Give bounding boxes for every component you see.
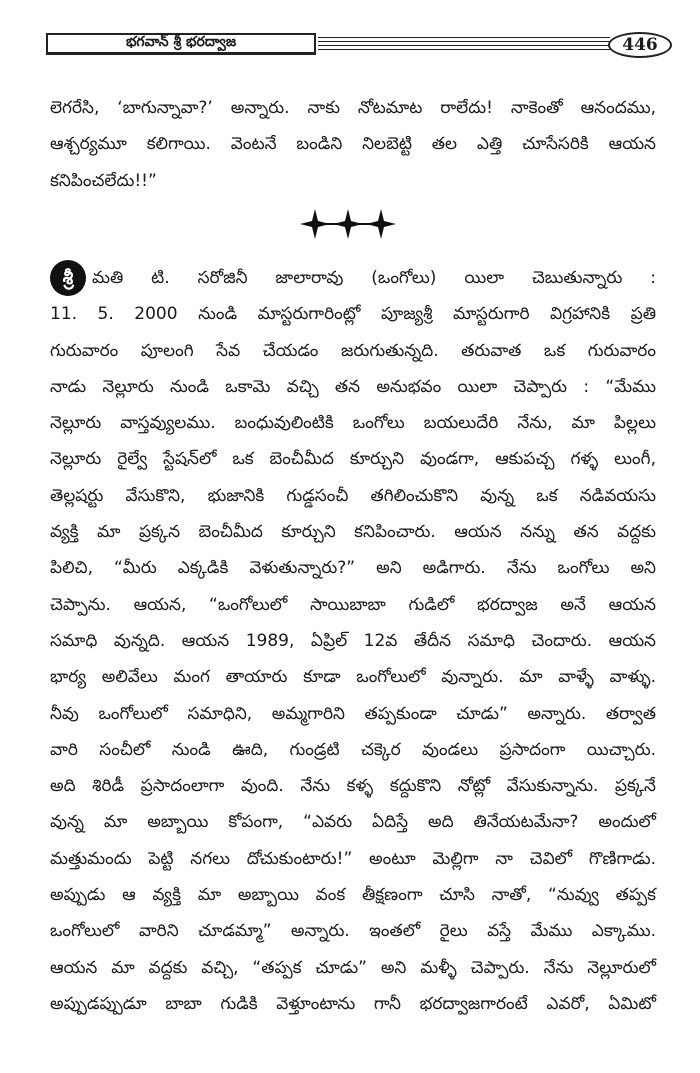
text-line-first xyxy=(50,260,656,296)
text-line: అప్పుడప్పుడూ బాబా గుడికి వెళ్తూంటాను గానీ భరద్వాజగారంటే ఎవరో, ఏమిటో xyxy=(50,993,656,1014)
text-line: అది శిరిడీ ప్రసాదంలాగా వుంది. నేను కళ్ళ కద్దుకొని నోట్లో వేసుకున్నాను. ప్రక్కనే xyxy=(50,776,656,797)
text-line: నెల్లూరు రైల్వే స్టేషన్‌లో ఒక బెంచీమీద కూర్చుని వుండగా, ఆకుపచ్చ గళ్ళ లుంగీ, xyxy=(50,449,656,470)
text-line: 11. 5. 2000 నుండి మాస్టరుగారింట్లో పూజ్యశ్రీ మాస్టరుగారి విగ్రహానికి ప్రతి xyxy=(50,304,656,325)
text-line: నీవు ఒంగోలులో సమాధిని, అమ్మగారిని తప్పకుండా చూడు” అన్నారు. తర్వాత xyxy=(50,703,656,724)
text-line: పిలిచి, “మీరు ఎక్కడికి వెళుతున్నారు?” అని అడిగారు. నేను ఒంగోలు అని xyxy=(50,558,656,579)
text-line: ఒంగోలులో వారిని చూడమ్మా” అన్నారు. ఇంతలో రైలు వస్తే మేము ఎక్కాము. xyxy=(50,921,656,942)
text-line: వున్న మా అబ్బాయి కోపంగా, “ఎవరు ఏదిస్తే అది తినేయటమేనా? అందులో xyxy=(50,812,656,833)
running-title: భగవాన్ శ్రీ భరద్వాజ xyxy=(46,33,316,55)
text-line: అప్పుడు ఆ వ్యక్తి మా అబ్బాయి వంక తీక్షణంగా చూసి నాతో, “నువ్వు తప్పక xyxy=(50,885,656,906)
page-header xyxy=(46,33,678,61)
drop-cap: శ్రీ xyxy=(50,260,86,296)
text-line: మత్తుమందు పెట్టి నగలు దోచుకుంటారు!” అంటూ మెల్లిగా నా చెవిలో గొణిగాడు. xyxy=(50,848,656,869)
text-line: నాడు నెల్లూరు నుండి ఒకామె వచ్చి తన అనుభవం యిలా చెప్పారు : “మేము xyxy=(50,376,656,397)
section-divider-ornament xyxy=(296,208,408,240)
text-line: తెల్లషర్టు వేసుకొని, భుజానికి గుడ్డసంచీ తగిలించుకొని వున్న ఒక నడివయసు xyxy=(50,485,656,506)
text-line: గురువారం పూలంగి సేవ చేయడం జరుగుతున్నది. తరువాత ఒక గురువారం xyxy=(50,340,656,361)
page-number: 446 xyxy=(608,32,672,58)
text-line: ఆయన మా వద్దకు వచ్చి, “తప్పక చూడు” అని మళ్ళీ చెప్పారు. నేను నెల్లూరులో xyxy=(50,957,656,978)
first-line-text: మతి టి. సరోజినీ జాలారావు (ఒంగోలు) యిలా చెబుతున్నారు : xyxy=(92,268,656,288)
text-line: భార్య అలివేలు మంగ తాయారు కూడా ఒంగోలులో వున్నారు. మా వాళ్ళే వాళ్ళు. xyxy=(50,667,656,688)
text-line: వారి సంచీలో నుండి ఊది, గుండ్రటి చక్కెర వుండలు ప్రసాదంగా యిచ్చారు. xyxy=(50,739,656,760)
text-line: సమాధి వున్నది. ఆయన 1989, ఏప్రిల్ 12వ తేదీన సమాధి చెందారు. ఆయన xyxy=(50,630,656,651)
text-line: వ్యక్తి మా ప్రక్కన బెంచీమీద కూర్చుని కనిపించారు. ఆయన నన్ను తన వద్దకు xyxy=(50,522,656,543)
header-rule-lines xyxy=(318,37,610,53)
paragraph-1 xyxy=(50,90,656,199)
text-line: నెల్లూరు వాస్తవ్యులము. బంధువులింటికి ఒంగోలు బయలుదేరి నేను, మా పిల్లలు xyxy=(50,413,656,434)
paragraph-2 xyxy=(50,260,656,1022)
text-line: ఆశ్చర్యమూ కలిగాయి. వెంటనే బండిని నిలబెట్టి తల ఎత్తి చూసేసరికి ఆయన xyxy=(50,134,656,155)
text-line: చెప్పాను. ఆయన, “ఒంగోలులో సాయిబాబా గుడిలో భరద్వాజ అనే ఆయన xyxy=(50,594,656,615)
text-line: కనిపించలేదు!!” xyxy=(50,170,157,191)
text-line: లెగరేసి, ‘బాగున్నావా?’ అన్నారు. నాకు నోటమాట రాలేదు! నాకెంతో ఆనందము, xyxy=(50,98,656,118)
